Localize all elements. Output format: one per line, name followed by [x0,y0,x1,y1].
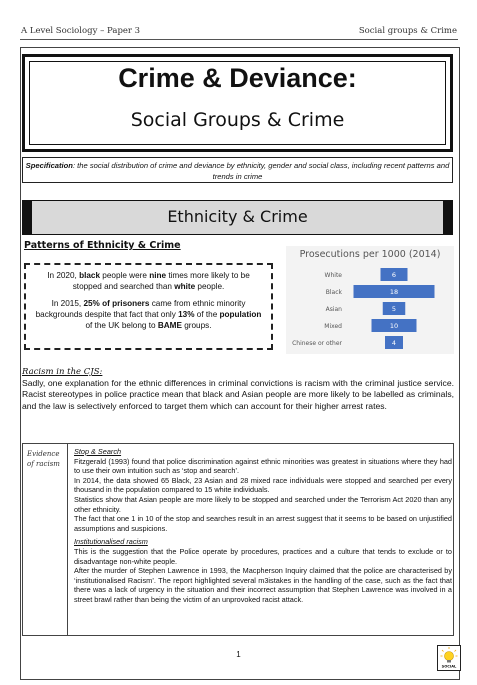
stat-text: times more likely to be stopped and searched than [72,271,250,291]
stop-search-point: Statistics show that Asian people are more likely to be stopped and searched under the Terrorism Act 2020 than any other ethnicity. [74,494,452,514]
stat-text: of the [194,310,220,319]
social-logo [437,645,461,671]
specification-text: : the social distribution of crime and deviance by ethnicity, gender and social class, including recent patterns and trends in crime [72,161,450,181]
category-label: Asian [325,306,342,313]
data-label: 10 [389,322,399,330]
stat-text: In 2020, [47,271,80,280]
stat-text: of the UK belong to [85,321,158,330]
section-title: Ethnicity & Crime [167,207,308,226]
header-rule [20,39,458,40]
category-label: Mixed [324,323,342,330]
stat-emphasis: nine [149,271,167,280]
stop-search-point: The fact that one 1 in 10 of the stop and searches result in an arrest suggest that it seems to be based on unjustified assumptions and suspicions. [74,514,452,533]
specification-box [22,157,453,183]
chart-plot [286,246,454,354]
specification-label: Specification [25,161,73,170]
page-title: Crime & Deviance: [118,63,357,93]
evidence-label: Evidence of racism [23,444,68,635]
data-label: 6 [391,271,397,279]
stop-search-point: Fitzgerald (1993) found that police discrimination against ethnic minorities was greatest in situations where they had to use their own intuition such as ‘stop and search’. [74,456,452,476]
data-label: 18 [389,288,399,296]
category-label: Black [325,289,342,296]
institutional-racism-point: After the murder of Stephen Lawrence in 1993, the Macpherson Inquiry claimed that the police are characterised by ‘institutionalised Racism’. The report highlighted several m3istakes in the handling of the case, such as the fact that there was a lack of urgency in the situation and their incorrect assumption that Stephen Lawrence was involved in a street brawl rather than being the victim of an unprovoked racist attack. [74,566,452,604]
evidence-table [22,443,454,636]
page-header [20,22,458,40]
stats-box [24,263,273,350]
stat-stop-search [34,270,263,292]
page-number: 1 [236,650,241,659]
title-box [22,54,453,152]
patterns-heading: Patterns of Ethnicity & Crime [24,240,181,251]
chart-title: Prosecutions per 1000 (2014) [299,249,441,260]
stat-emphasis: population [219,310,262,319]
stop-search-point: In 2014, the data showed 65 Black, 23 Asian and 28 mixed race individuals were stopped and searched per every thousand in the population compared to 15 white individuals. [74,475,452,495]
page-subtitle: Social Groups & Crime [130,109,345,131]
institutional-racism-point: This is the suggestion that the Police operate by procedures, practices and a culture that tends to exclude or to disadvantage non-white people. [74,546,452,566]
institutional-racism-heading: Institutionalised racism [74,537,148,547]
stat-emphasis: BAME [157,321,182,330]
stop-search-heading: Stop & Search [74,447,122,456]
header-course: A Level Sociology – Paper 3 [21,26,141,36]
evidence-body [74,447,452,605]
prosecutions-chart [286,246,454,354]
stat-text: people were [100,271,150,280]
stat-text: groups. [181,321,212,330]
racism-paragraph: Sadly, one explanation for the ethnic differences in criminal convictions is racism with the criminal justice service. Racist stereotypes in police practice mean that black and Asian people are more likely to be labelled as criminals, and the law is selectively enforced to target them which can account for their higher arrest rates. [22,378,454,411]
stat-text: In 2015, [51,299,84,308]
lightbulb-icon [437,645,461,671]
stat-prisoners [34,298,263,331]
stat-emphasis: white [174,282,196,291]
data-label: 5 [391,305,397,313]
data-label: 4 [391,339,397,347]
stat-text: people. [195,282,225,291]
section-banner [22,200,453,235]
stat-text: came from ethnic minority backgrounds despite that fact that only [35,299,246,319]
stat-emphasis: black [79,271,101,280]
stat-emphasis: 13% [178,310,195,319]
category-label: Chinese or other [292,340,342,347]
stat-emphasis: 25% of prisoners [83,299,150,308]
category-label: White [324,272,342,279]
logo-text: SOCIAL [441,664,457,669]
racism-heading: Racism in the CJS: [22,367,103,377]
header-topic: Social groups & Crime [358,26,457,36]
